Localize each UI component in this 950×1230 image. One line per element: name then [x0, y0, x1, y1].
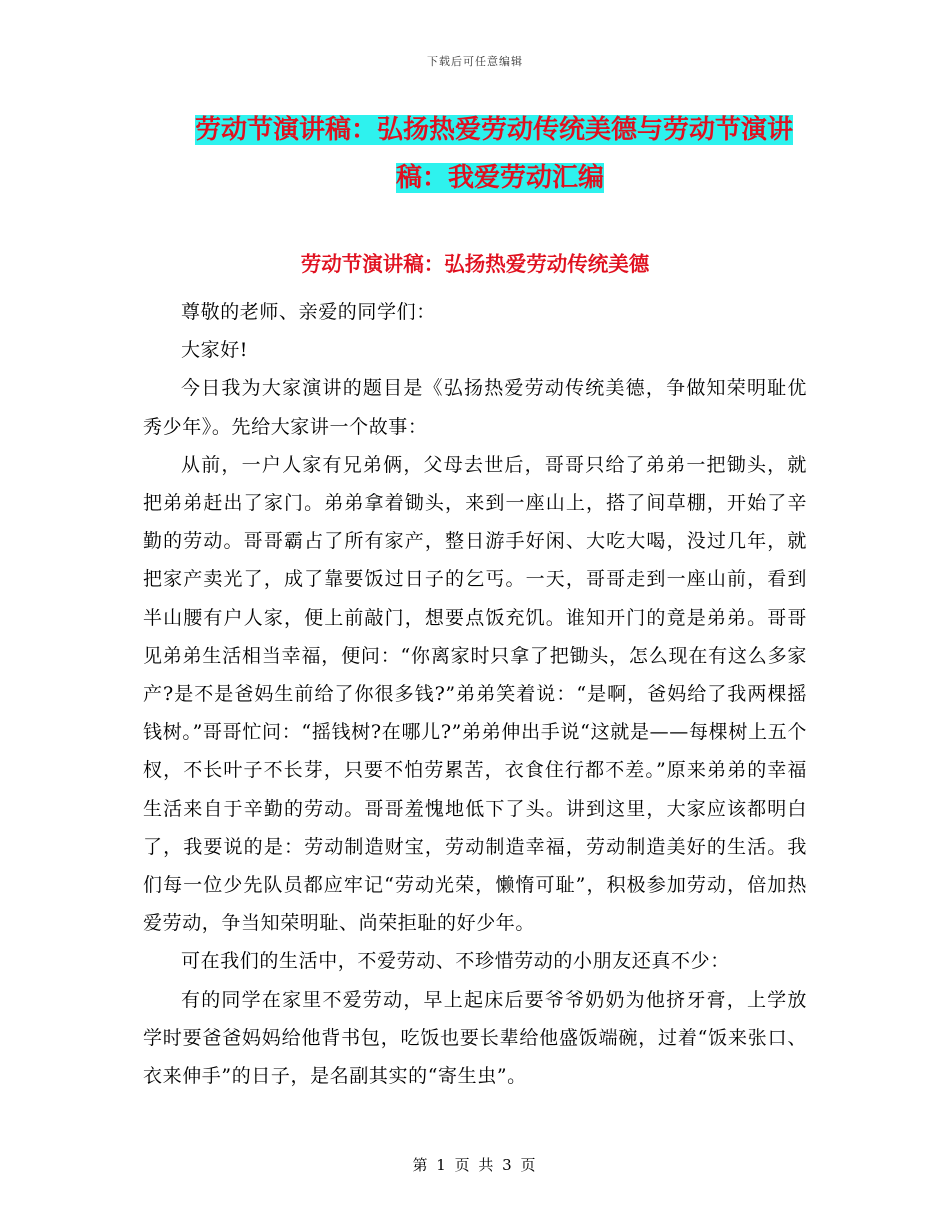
salutation-paragraph: 尊敬的老师、亲爱的同学们： — [181, 301, 436, 323]
speech-body — [143, 293, 807, 1095]
download-note: 下载后可任意编辑 — [427, 55, 523, 68]
page-number: 第 1 页 共 3 页 — [412, 1156, 538, 1174]
transition-paragraph: 可在我们的生活中，不爱劳动、不珍惜劳动的小朋友还真不少： — [181, 950, 730, 973]
greeting-paragraph: 大家好! — [181, 339, 249, 362]
title-line-1: 劳动节演讲稿：弘扬热爱劳动传统美德与劳动节演讲 — [195, 115, 794, 145]
example-paragraph: 有的同学在家里不爱劳动，早上起床后要爷爷奶奶为他挤牙膏，上学放学时要爸爸妈妈给他背书包，吃饭也要长辈给他盛饭端碗，过着“饭来张口、衣来伸手”的日子，是名副其实的“寄生虫”。 — [143, 988, 807, 1088]
story-paragraph: 从前，一户人家有兄弟俩，父母去世后，哥哥只给了弟弟一把锄头，就把弟弟赶出了家门。弟弟拿着锄头，来到一座山上，搭了间草棚，开始了辛勤的劳动。哥哥霸占了所有家产，整日游手好闲、大吃大喝，没过几年，就把家产卖光了，成了靠要饭过日子的乞丐。一天，哥哥走到一座山前，看到半山腰有户人家，便上前敲门，想要点饭充饥。谁知开门的竟是弟弟。哥哥见弟弟生活相当幸福，便问：“你离家时只拿了把锄头，怎么现在有这么多家产?是不是爸妈生前给了你很多钱?”弟弟笑着说：“是啊，爸妈给了我两棵摇钱树。”哥哥忙问：“摇钱树?在哪儿?”弟弟伸出手说“这就是——每棵树上五个杈，不长叶子不长芽，只要不怕劳累苦，衣食住行都不差。”原来弟弟的幸福生活来自于辛勤的劳动。哥哥羞愧地低下了头。讲到这里，大家应该都明白了，我要说的是：劳动制造财宝，劳动制造幸福，劳动制造美好的生活。我们每一位少先队员都应牢记“劳动光荣，懒惰可耻”，积极参加劳动，倍加热爱劳动，争当知荣明耻、尚荣拒耻的好少年。 — [143, 453, 807, 935]
title-line-2: 稿：我爱劳动汇编 — [395, 163, 604, 193]
section-title: 劳动节演讲稿：弘扬热爱劳动传统美德 — [300, 252, 650, 276]
document-title — [195, 108, 805, 200]
topic-paragraph: 今日我为大家演讲的题目是《弘扬热爱劳动传统美德，争做知荣明耻优秀少年》。先给大家讲一个故事： — [143, 377, 807, 438]
